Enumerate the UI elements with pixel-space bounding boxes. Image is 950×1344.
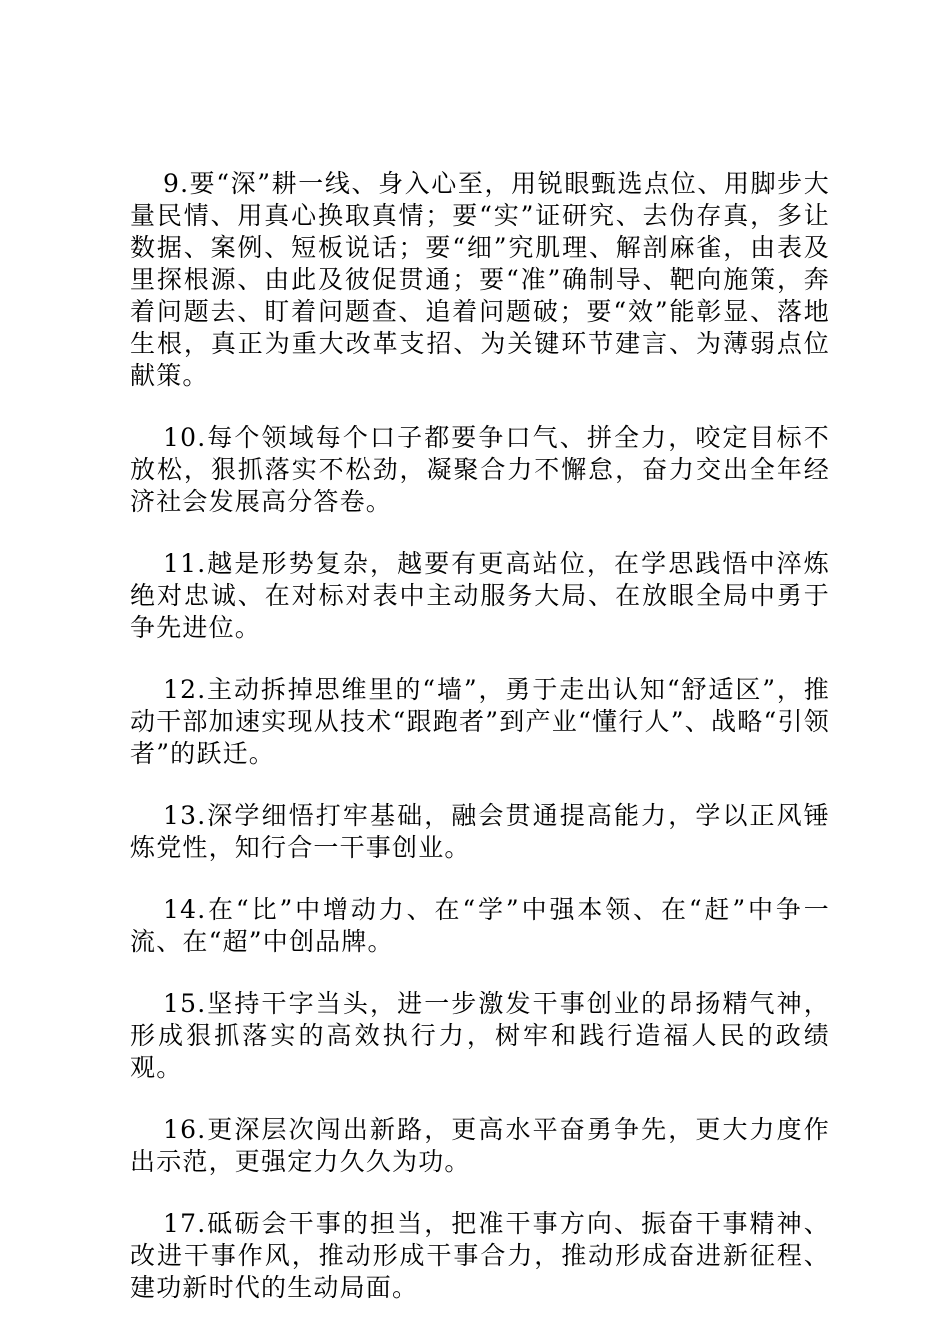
paragraph-15: 15.坚持干字当头，进一步激发干事创业的昂扬精气神，形成狠抓落实的高效执行力，树牢和践行造福人民的政绩观。: [130, 989, 830, 1082]
paragraph-14: 14.在“比”中增动力、在“学”中强本领、在“赶”中争一流、在“超”中创品牌。: [130, 895, 830, 956]
paragraph-13: 13.深学细悟打牢基础，融会贯通提高能力，学以正风锤炼党性，知行合一干事创业。: [130, 801, 830, 862]
document-body: [130, 168, 830, 1304]
paragraph-10: 10.每个领域每个口子都要争口气、拼全力，咬定目标不放松，狠抓落实不松劲，凝聚合力不懈怠，奋力交出全年经济社会发展高分答卷。: [130, 423, 830, 516]
paragraph-11: 11.越是形势复杂，越要有更高站位，在学思践悟中淬炼绝对忠诚、在对标对表中主动服务大局、在放眼全局中勇于争先进位。: [130, 549, 830, 642]
paragraph-12: 12.主动拆掉思维里的“墙”，勇于走出认知“舒适区”，推动干部加速实现从技术“跟跑者”到产业“懂行人”、战略“引领者”的跃迁。: [130, 675, 830, 768]
paragraph-17: 17.砥砺会干事的担当，把准干事方向、振奋干事精神、改进干事作风，推动形成干事合力，推动形成奋进新征程、建功新时代的生动局面。: [130, 1209, 830, 1302]
paragraph-16: 16.更深层次闯出新路，更高水平奋勇争先，更大力度作出示范，更强定力久久为功。: [130, 1115, 830, 1176]
paragraph-9: 9.要“深”耕一线、身入心至，用锐眼甄选点位、用脚步大量民情、用真心换取真情；要“实”证研究、去伪存真，多让数据、案例、短板说话；要“细”究肌理、解剖麻雀，由表及里探根源、由此及彼促贯通；要“准”确制导、靶向施策，奔着问题去、盯着问题查、追着问题破；要“效”能彰显、落地生根，真正为重大改革支招、为关键环节建言、为薄弱点位献策。: [130, 169, 830, 390]
